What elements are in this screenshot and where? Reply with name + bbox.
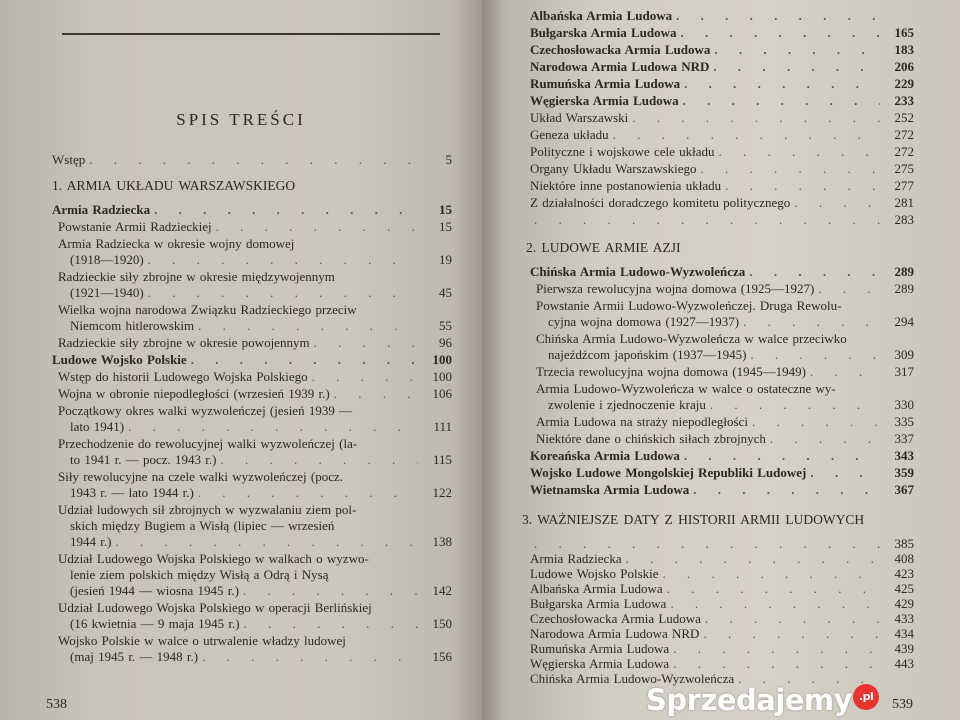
- toc-entry: [530, 76, 914, 92]
- toc-entry-page: 15: [439, 202, 452, 217]
- toc-entry: [52, 386, 452, 402]
- dot-leader: [89, 152, 418, 168]
- toc-entry-title: Koreańska Armia Ludowa: [530, 448, 680, 463]
- toc-entry: [52, 202, 452, 218]
- toc-entry-title: Układ Warszawski: [530, 110, 629, 125]
- dot-leader: [115, 534, 418, 550]
- toc-right-column: [522, 8, 914, 686]
- toc-entry-page: 343: [894, 448, 914, 463]
- toc-entry-title: (1921—1940): [70, 285, 144, 300]
- toc-entry: [530, 381, 914, 413]
- section-heading-2: 2. LUDOWE ARMIE AZJI: [526, 240, 681, 255]
- toc-entry-title: Początkowy okres walki wyzwoleńczej (jesień 1939 —: [58, 403, 353, 418]
- toc-entry-title: Geneza układu: [530, 127, 609, 142]
- dot-leader: [632, 110, 880, 126]
- toc-entry-page: 385: [894, 536, 914, 551]
- dot-leader: [725, 178, 880, 194]
- toc-entry-title: Albańska Armia Ludowa: [530, 8, 673, 23]
- dot-leader: [202, 649, 418, 665]
- toc-entry-title: Rumuńska Armia Ludowa: [530, 76, 681, 91]
- toc-entry-page: 156: [432, 649, 452, 664]
- toc-entry: [52, 436, 452, 468]
- dot-leader: [191, 352, 418, 368]
- dot-leader: [243, 583, 418, 599]
- dot-leader: [314, 335, 418, 351]
- dot-leader: [198, 318, 418, 334]
- toc-entry-title: Armia Ludowo-Wyzwoleńcza w walce o ostateczne wy-: [536, 381, 836, 396]
- toc-entry-title: Chińska Armia Ludowo-Wyzwoleńcza: [530, 671, 735, 686]
- toc-entry-page: 45: [439, 285, 452, 300]
- toc-entry-title: to 1941 r. — pocz. 1943 r.): [70, 452, 217, 467]
- toc-entry: [530, 551, 914, 566]
- toc-entry-title: najeźdźcom japońskim (1937—1945): [548, 347, 747, 362]
- dot-leader: [684, 76, 880, 92]
- dot-leader: [670, 596, 880, 611]
- toc-entry: [530, 298, 914, 330]
- toc-entry-title: cyjna wojna domowa (1927—1937): [548, 314, 740, 329]
- toc-entry-title: Niemcom hitlerowskim: [70, 318, 195, 333]
- dot-leader: [794, 195, 880, 211]
- dot-leader: [626, 551, 880, 566]
- page-number-right: 539: [892, 697, 913, 712]
- toc-entry: [530, 331, 914, 363]
- toc-entry: [530, 448, 914, 464]
- toc-entry-title: Wojsko Ludowe Mongolskiej Republiki Ludowej: [530, 465, 807, 480]
- toc-entry: [530, 212, 914, 228]
- toc-entry: [530, 25, 914, 41]
- dot-leader: [148, 252, 418, 268]
- toc-entry: [530, 264, 914, 280]
- toc-list-section-1-cont: [530, 8, 914, 228]
- toc-entry-page: 429: [894, 596, 914, 611]
- toc-entry-title: Pierwsza rewolucyjna wojna domowa (1925—1927): [536, 281, 815, 296]
- toc-entry-page: 439: [894, 641, 914, 656]
- toc-entry-title: Czechosłowacka Armia Ludowa: [530, 611, 701, 626]
- toc-entry-page: 335: [894, 414, 914, 429]
- toc-entry-title: Organy Układu Warszawskiego: [530, 161, 697, 176]
- toc-entry: [530, 581, 914, 596]
- toc-entry-page: 252: [894, 110, 914, 125]
- toc-entry-title: Udział Ludowego Wojska Polskiego w operacji Berlińskiej: [58, 600, 372, 615]
- toc-entry: [52, 369, 452, 385]
- toc-entry: [530, 195, 914, 211]
- toc-entry-title: Wietnamska Armia Ludowa: [530, 482, 690, 497]
- toc-entry-title: Albańska Armia Ludowa: [530, 581, 663, 596]
- dot-leader: [680, 25, 880, 41]
- dot-leader: [770, 431, 880, 447]
- toc-entry-title: Wstęp: [52, 152, 86, 167]
- toc-entry-page: 317: [894, 364, 914, 379]
- toc-entry-page: 289: [894, 264, 914, 279]
- toc-entry-page: 272: [894, 144, 914, 159]
- dot-leader: [534, 212, 880, 228]
- toc-entry-title: Wielka wojna narodowa Związku Radzieckiego przeciw: [58, 302, 357, 317]
- dot-leader: [743, 314, 880, 330]
- toc-entry-page: 233: [894, 93, 914, 108]
- toc-entry-page: 150: [432, 616, 452, 631]
- toc-entry-title: zwolenie i zjednoczenie kraju: [548, 397, 706, 412]
- dot-leader: [667, 581, 880, 596]
- toc-entry-title: (maj 1945 r. — 1948 r.): [70, 649, 199, 664]
- dot-leader: [705, 611, 880, 626]
- toc-entry-page: 138: [432, 534, 452, 549]
- toc-entry-title: Rumuńska Armia Ludowa: [530, 641, 670, 656]
- toc-entry-page: 281: [894, 195, 914, 210]
- dot-leader: [154, 202, 418, 218]
- toc-entry: [530, 93, 914, 109]
- page-title: SPIS TREŚCI: [176, 110, 306, 129]
- toc-entry-page: 206: [894, 59, 914, 74]
- toc-entry-title: Udział ludowych sił zbrojnych w wyzwalaniu ziem pol-: [58, 502, 357, 517]
- toc-entry: [530, 431, 914, 447]
- toc-entry-page: 359: [894, 465, 914, 480]
- toc-entry-title: Węgierska Armia Ludowa: [530, 656, 670, 671]
- dot-leader: [683, 93, 880, 109]
- toc-entry: [530, 482, 914, 498]
- toc-entry: [530, 414, 914, 430]
- toc-entry: [530, 127, 914, 143]
- toc-entry-title: (jesień 1944 — wiosna 1945 r.): [70, 583, 239, 598]
- toc-entry-page: 55: [439, 318, 452, 333]
- toc-entry-page: 283: [894, 212, 914, 227]
- toc-entry-title: Czechosłowacka Armia Ludowa: [530, 42, 711, 57]
- toc-entry-title: Narodowa Armia Ludowa NRD: [530, 59, 710, 74]
- toc-entry-page: 165: [894, 25, 914, 40]
- toc-entry: [530, 8, 914, 24]
- toc-entry: [52, 236, 452, 268]
- toc-entry-page: 229: [894, 76, 914, 91]
- toc-entry: [52, 269, 452, 301]
- toc-entry-page: 115: [432, 452, 452, 467]
- toc-entry-title: Siły rewolucyjne na czele walki wyzwoleńczej (pocz.: [58, 469, 344, 484]
- toc-entry-title: Armia Radziecka w okresie wojny domowej: [58, 236, 295, 251]
- dot-leader: [713, 59, 880, 75]
- toc-entry-title: Wojna w obronie niepodległości (wrzesień 1939 r.): [58, 386, 330, 401]
- toc-entry-page: 15: [439, 219, 452, 234]
- toc-entry: [52, 352, 452, 368]
- dot-leader: [752, 414, 880, 430]
- dot-leader: [534, 536, 880, 551]
- toc-entry-title: Narodowa Armia Ludowa NRD: [530, 626, 700, 641]
- toc-entry: [530, 536, 914, 551]
- dot-leader: [334, 386, 418, 402]
- toc-entry: [52, 469, 452, 501]
- toc-entry-page: 425: [894, 581, 914, 596]
- dot-leader: [613, 127, 880, 143]
- toc-entry: [530, 626, 914, 641]
- dot-leader: [148, 285, 418, 301]
- toc-left-column: [52, 152, 452, 666]
- toc-entry-title: Trzecia rewolucyjna wojna domowa (1945—1949): [536, 364, 806, 379]
- toc-entry-page: 19: [439, 252, 452, 267]
- dot-leader: [673, 656, 880, 671]
- toc-entry-page: 111: [433, 419, 452, 434]
- toc-entry: [530, 596, 914, 611]
- toc-entry: [530, 364, 914, 380]
- toc-entry-page: 294: [894, 314, 914, 329]
- toc-entry: [530, 42, 914, 58]
- toc-entry-title: Chińska Armia Ludowo-Wyzwoleńcza w walce przeciwko: [536, 331, 847, 346]
- toc-entry-title: (1918—1920): [70, 252, 144, 267]
- toc-entry: [530, 178, 914, 194]
- toc-entry: [52, 600, 452, 632]
- toc-entry-page: 142: [432, 583, 452, 598]
- toc-entry-title: (16 kwietnia — 9 maja 1945 r.): [70, 616, 240, 631]
- toc-entry-page: 106: [432, 386, 452, 401]
- toc-entry-page: 183: [894, 42, 914, 57]
- toc-entry: [530, 566, 914, 581]
- dot-leader: [818, 281, 880, 297]
- dot-leader: [673, 641, 880, 656]
- dot-leader: [749, 264, 880, 280]
- dot-leader: [701, 161, 880, 177]
- toc-entry-page: 277: [894, 178, 914, 193]
- toc-entry-page: 100: [432, 352, 452, 367]
- toc-entry-page: 423: [894, 566, 914, 581]
- toc-entry-title: Radzieckie siły zbrojne w okresie międzywojennym: [58, 269, 335, 284]
- toc-entry-title: Armia Radziecka: [530, 551, 622, 566]
- dot-leader: [703, 626, 880, 641]
- toc-entry-title: Polityczne i wojskowe cele układu: [530, 144, 715, 159]
- toc-entry: [530, 281, 914, 297]
- toc-entry: [530, 641, 914, 656]
- toc-entry-title: Powstanie Armii Radzieckiej: [58, 219, 212, 234]
- dot-leader: [714, 42, 880, 58]
- section-heading-3: 3. WAŻNIEJSZE DATY Z HISTORII ARMII LUDOWYCH: [522, 512, 865, 527]
- toc-entry-title: 1944 r.): [70, 534, 112, 549]
- toc-entry-title: skich między Bugiem a Wisłą (lipiec — wrzesień: [70, 518, 335, 533]
- toc-entry-title: Z działalności doradczego komitetu politycznego: [530, 195, 791, 210]
- toc-entry: [530, 611, 914, 626]
- dot-leader: [128, 419, 418, 435]
- toc-entry-title: Przechodzenie do rewolucyjnej walki wyzwoleńczej (la-: [58, 436, 358, 451]
- toc-entry-title: Chińska Armia Ludowo-Wyzwoleńcza: [530, 264, 746, 279]
- dot-leader: [220, 452, 418, 468]
- toc-entry-title: 1943 r. — lato 1944 r.): [70, 485, 194, 500]
- toc-entry-page: 434: [894, 626, 914, 641]
- toc-entry: [52, 502, 452, 550]
- header-rule: [62, 33, 440, 35]
- toc-entry: [52, 551, 452, 599]
- toc-entry: [52, 633, 452, 665]
- toc-entry: [530, 59, 914, 75]
- toc-entry-title: Niektóre inne postanowienia układu: [530, 178, 722, 193]
- toc-entry-title: lato 1941): [70, 419, 125, 434]
- toc-entry-title: Niektóre dane o chińskich siłach zbrojnych: [536, 431, 766, 446]
- toc-entry-page: 367: [894, 482, 914, 497]
- toc-entry-title: Powstanie Armii Ludowo-Wyzwoleńczej. Druga Rewolu-: [536, 298, 842, 313]
- toc-entry: [530, 656, 914, 671]
- section-heading-1: 1. ARMIA UKŁADU WARSZAWSKIEGO: [52, 178, 296, 193]
- toc-entry-title: lenie ziem polskich między Wisłą a Odrą i Nysą: [70, 567, 329, 582]
- toc-entry: [52, 403, 452, 435]
- toc-entry-intro: [52, 152, 452, 168]
- toc-entry-page: 408: [894, 551, 914, 566]
- toc-entry: [530, 161, 914, 177]
- toc-entry: [52, 335, 452, 351]
- toc-entry-page: 122: [432, 485, 452, 500]
- toc-entry-page: 330: [894, 397, 914, 412]
- page-number-left: 538: [46, 697, 67, 712]
- toc-entry: [52, 219, 452, 235]
- toc-entry-title: Wstęp do historii Ludowego Wojska Polskiego: [58, 369, 308, 384]
- dot-leader: [719, 144, 880, 160]
- toc-entry-page: 96: [439, 335, 452, 350]
- toc-entry-title: Ludowe Wojsko Polskie: [530, 566, 659, 581]
- toc-entry-page: 337: [894, 431, 914, 446]
- dot-leader: [216, 219, 418, 235]
- toc-entry-page: 443: [894, 656, 914, 671]
- toc-entry-title: Wojsko Polskie w walce o utrwalenie władzy ludowej: [58, 633, 346, 648]
- toc-list-section-2: [530, 264, 914, 498]
- toc-entry-page: 309: [894, 347, 914, 362]
- toc-entry-title: Węgierska Armia Ludowa: [530, 93, 679, 108]
- toc-entry: [52, 302, 452, 334]
- toc-entry-title: Armia Radziecka: [52, 202, 151, 217]
- toc-entry-page: 5: [445, 152, 452, 167]
- dot-leader: [810, 465, 880, 481]
- toc-entry-page: 100: [432, 369, 452, 384]
- watermark-logo: [646, 684, 879, 716]
- dot-leader: [684, 448, 880, 464]
- dot-leader: [663, 566, 880, 581]
- watermark-badge: .pl: [853, 684, 879, 710]
- toc-entry: [530, 144, 914, 160]
- toc-entry-title: Bułgarska Armia Ludowa: [530, 596, 667, 611]
- toc-entry-title: Armia Ludowa na straży niepodległości: [536, 414, 748, 429]
- dot-leader: [198, 485, 418, 501]
- toc-entry-page: 433: [894, 611, 914, 626]
- toc-entry-page: 275: [894, 161, 914, 176]
- toc-entry-page: 272: [894, 127, 914, 142]
- toc-entry: [530, 465, 914, 481]
- dot-leader: [312, 369, 418, 385]
- dot-leader: [810, 364, 880, 380]
- toc-list-section-3: [530, 536, 914, 686]
- toc-entry-title: Udział Ludowego Wojska Polskiego w walkach o wyzwo-: [58, 551, 369, 566]
- dot-leader: [676, 8, 880, 24]
- toc-entry-page: 289: [894, 281, 914, 296]
- toc-entry-title: Ludowe Wojsko Polskie: [52, 352, 187, 367]
- dot-leader: [750, 347, 880, 363]
- toc-entry-title: Bułgarska Armia Ludowa: [530, 25, 677, 40]
- dot-leader: [710, 397, 880, 413]
- watermark-text: Sprzedajemy: [646, 683, 853, 717]
- dot-leader: [244, 616, 418, 632]
- right-page: [482, 0, 960, 720]
- toc-list-section-1: [52, 202, 452, 665]
- toc-entry: [530, 110, 914, 126]
- dot-leader: [693, 482, 880, 498]
- toc-entry-title: Radzieckie siły zbrojne w okresie powojennym: [58, 335, 310, 350]
